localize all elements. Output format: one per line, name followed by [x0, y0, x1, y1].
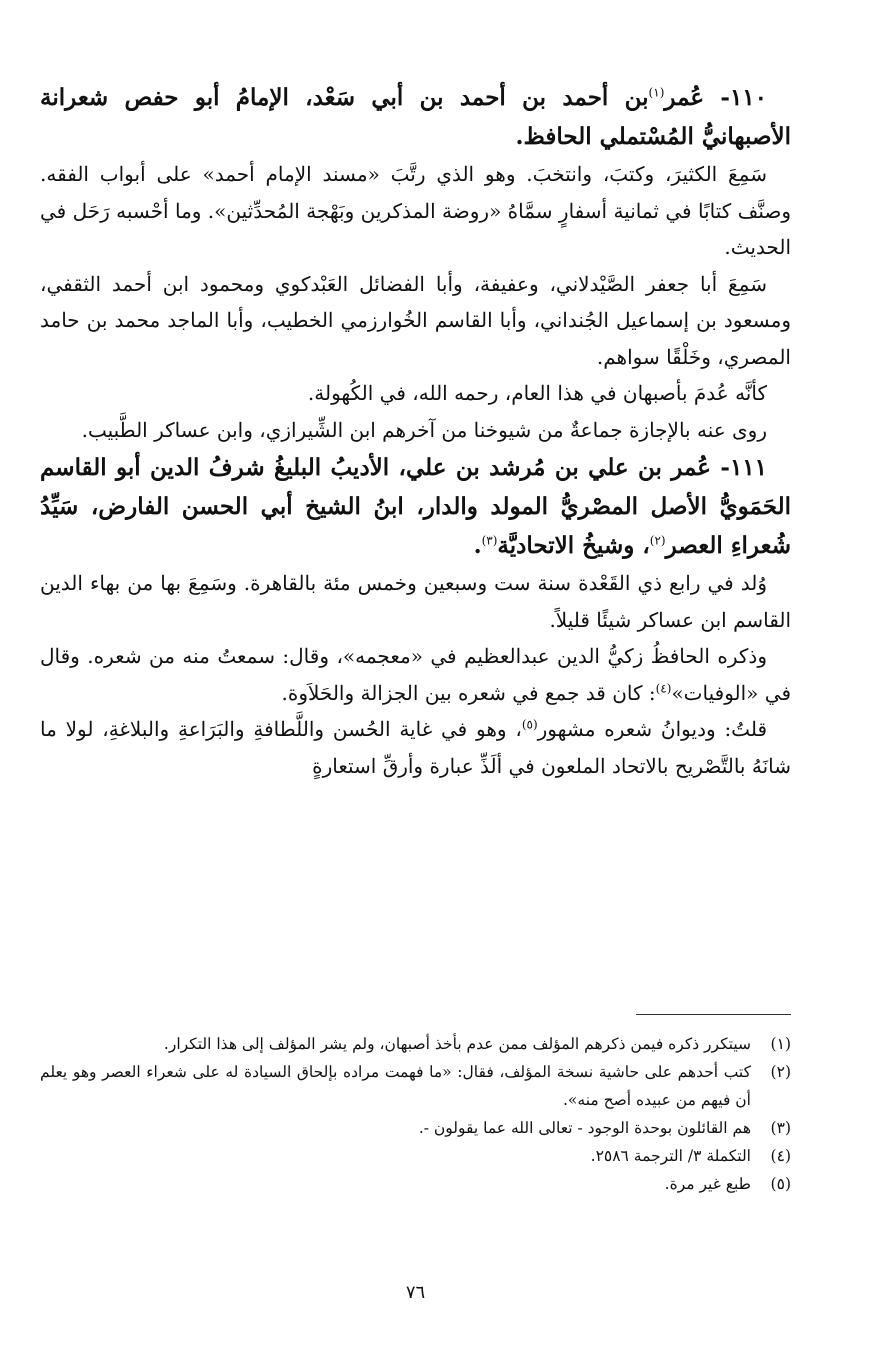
footnote-text: طبع غير مرة.	[664, 1175, 751, 1193]
page-number: ٧٦	[405, 1282, 426, 1303]
entry-110-paragraph: سَمِعَ الكثيرَ، وكتبَ، وانتخبَ. وهو الذي رتَّبَ «مسند الإمام أحمد» على أبواب الفقه. وصنَّف كتابًا في ثمانية أسفارٍ سمَّاهُ «روضة المذكرين وبَهْجة المُحدِّثين». وما أحْسبه رَحَل في الحديث.	[39, 162, 791, 259]
page-body	[40, 78, 791, 1366]
entry-110-head-start: ١١٠- عُمر	[664, 84, 768, 111]
entry-111-head-part2: ، وشيخُ الاتحاديَّة	[497, 532, 650, 559]
entry-110-paragraph: كأنَّه عُدمَ بأصبهان في هذا العام، رحمه الله، في الكُهولة.	[307, 381, 767, 405]
footnote-item	[40, 1058, 791, 1114]
footnote-text: التكملة ٣/ الترجمة ٢٥٨٦.	[590, 1147, 751, 1165]
paragraph-text: قلتُ: وديوانُ شعره مشهور	[537, 717, 768, 741]
footnote-text: سيتكرر ذكره فيمن ذكرهم المؤلف ممن عدم بأخذ أصبهان، ولم يشر المؤلف إلى هذا التكرار.	[163, 1035, 751, 1053]
entry-111-heading	[40, 448, 791, 565]
footnote-number: (٤)	[770, 1147, 791, 1165]
footnote-item	[40, 1170, 791, 1198]
paragraph-text: : كان قد جمع في شعره بين الجزالة والحَلاَوة.	[281, 680, 656, 705]
paragraph-text: وذكره الحافظُ زكيُّ الدين عبدالعظيم في «معجمه»، وقال: سمعتُ منه من شعره. وقال في «الوفيات»	[40, 644, 791, 705]
footnote-item	[40, 1142, 791, 1170]
footnote-number: (٥)	[770, 1175, 791, 1193]
entry-110-paragraph: روى عنه بالإجازة جماعةٌ من شيوخنا من آخرهم ابن الشِّيرازي، وابن عساكر الطَّبيب.	[81, 417, 767, 442]
footnote-item	[40, 1030, 791, 1058]
paragraph-text: ، وهو في غاية الحُسن واللَّطافةِ والبَرَاعةِ والبلاغةِ، لولا ما شانَهُ بالتَّصْريح بالاتحاد الملعون في ألَذِّ عبارة وأرقِّ استعارةٍ	[40, 717, 791, 778]
footnote-ref-3[interactable]: (٣)	[481, 533, 498, 548]
entry-110-heading	[40, 78, 791, 156]
entry-111-paragraph	[40, 638, 791, 711]
entry-111-paragraph	[40, 711, 791, 784]
footnote-ref-5[interactable]: (٥)	[521, 717, 538, 732]
entry-111-head-part3: .	[473, 532, 482, 559]
footnote-text: كتب أحدهم على حاشية نسخة المؤلف، فقال: «ما فهمت مراده بإلحاق السيادة له على شعراء العصر وهو يعلم أن فيهم من عبيده أصح منه».	[40, 1063, 751, 1109]
footnote-ref-4[interactable]: (٤)	[655, 680, 672, 695]
footnote-number: (١)	[770, 1035, 791, 1053]
footnote-number: (٢)	[770, 1063, 791, 1081]
footnote-item	[40, 1114, 791, 1142]
footnote-number: (٣)	[770, 1119, 791, 1137]
footnote-text: هم القائلون بوحدة الوجود - تعالى الله عما يقولون -.	[418, 1119, 751, 1137]
footnote-ref-2[interactable]: (٢)	[649, 533, 666, 548]
footnotes	[40, 1030, 791, 1198]
entry-111-head-part1: ١١١- عُمر بن علي بن مُرشد بن علي، الأديبُ البليغُ شرفُ الدين أبو القاسم الحَمَويُّ الأصل المصْريُّ المولد والدار، ابنُ الشيخ أبي الحسن الفارض، سَيِّدُ شُعراءِ العصر	[40, 454, 791, 559]
entry-110-head-rest: بن أحمد بن أحمد بن أبي سَعْد، الإمامُ أبو حفص شعرانة الأصبهانيُّ المُسْتملي الحافظ.	[40, 84, 791, 150]
footnote-ref-1[interactable]: (١)	[648, 85, 665, 100]
entry-111-paragraph: وُلد في رابع ذي القَعْدة سنة ست وسبعين وخمس مئة بالقاهرة. وسَمِعَ بها من بهاء الدين القاسم ابن عساكر شيئًا قليلاً.	[40, 571, 791, 632]
footnote-divider	[636, 1014, 791, 1015]
entry-110-paragraph: سَمِعَ أبا جعفر الصَّيْدلاني، وعفيفة، وأبا الفضائل العَبْدكوي ومحمود ابن أحمد الثقفي، ومسعود بن إسماعيل الجُنداني، وأبا القاسم الخُوارزمي الخطيب، وأبا الماجد محمد بن حامد المصري، وخَلْقًا سواهم.	[40, 271, 791, 369]
